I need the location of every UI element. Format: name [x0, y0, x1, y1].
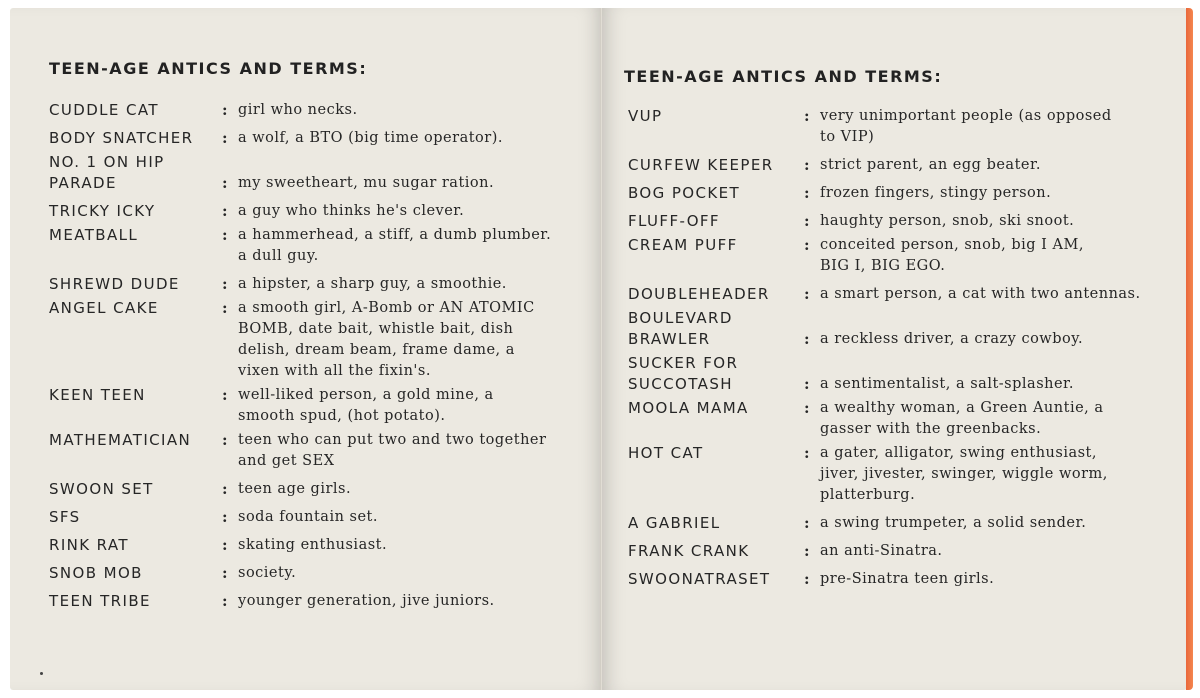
- left-glossary-entry: [49, 96, 589, 124]
- glossary-definition: a smart person, a cat with two antennas.: [820, 286, 1141, 302]
- glossary-definition: skating enthusiast.: [238, 537, 388, 553]
- glossary-definition: younger generation, jive juniors.: [238, 593, 495, 609]
- term-separator-colon: :: [222, 226, 228, 244]
- left-glossary-entry: [49, 225, 589, 270]
- left-glossary-entry: [49, 124, 589, 152]
- left-glossary-entry: [49, 385, 589, 430]
- term-separator-colon: :: [222, 536, 228, 554]
- term-separator-colon: :: [804, 212, 810, 230]
- glossary-term: HOT CAT: [628, 444, 704, 462]
- left-glossary-list: [49, 96, 589, 615]
- glossary-term: RINK RAT: [49, 536, 129, 554]
- glossary-term: BOG POCKET: [628, 184, 741, 202]
- glossary-definition: pre-Sinatra teen girls.: [820, 571, 995, 587]
- right-glossary-entry: [628, 565, 1180, 593]
- glossary-definition: well-liked person, a gold mine, a smooth spud, (hot potato).: [238, 387, 494, 424]
- right-glossary-entry: [628, 443, 1180, 509]
- right-glossary-entry: [628, 353, 1180, 398]
- glossary-term: SWOON SET: [49, 480, 154, 498]
- term-separator-colon: :: [804, 184, 810, 202]
- term-separator-colon: :: [222, 386, 228, 404]
- term-separator-colon: :: [804, 542, 810, 560]
- left-glossary-entry: [49, 430, 589, 475]
- glossary-definition: girl who necks.: [238, 102, 358, 118]
- glossary-term: MATHEMATICIAN: [49, 431, 192, 449]
- glossary-term: KEEN TEEN: [49, 386, 146, 404]
- glossary-term: SFS: [49, 508, 81, 526]
- glossary-term: CUDDLE CAT: [49, 101, 159, 119]
- right-glossary-entry: [628, 235, 1180, 280]
- glossary-definition: my sweetheart, mu sugar ration.: [238, 175, 495, 191]
- glossary-definition: a guy who thinks he's clever.: [238, 203, 465, 219]
- glossary-term: A GABRIEL: [628, 514, 721, 532]
- glossary-term: NO. 1 ON HIP PARADE: [49, 153, 165, 192]
- glossary-term: SHREWD DUDE: [49, 275, 180, 293]
- left-glossary-entry: [49, 587, 589, 615]
- left-glossary-entry: [49, 503, 589, 531]
- left-glossary-entry: [49, 531, 589, 559]
- glossary-definition: a swing trumpeter, a solid sender.: [820, 515, 1087, 531]
- orange-cover-edge: [1186, 8, 1193, 690]
- term-separator-colon: :: [804, 156, 810, 174]
- left-glossary-entry: [49, 475, 589, 503]
- glossary-term: MEATBALL: [49, 226, 139, 244]
- glossary-definition: conceited person, snob, big I AM, BIG I, BIG EGO.: [820, 237, 1084, 274]
- right-glossary-entry: [628, 308, 1180, 353]
- term-separator-colon: :: [222, 480, 228, 498]
- term-separator-colon: :: [804, 399, 810, 417]
- right-glossary-entry: [628, 537, 1180, 565]
- glossary-definition: very unimportant people (as opposed to VIP): [820, 108, 1112, 145]
- right-glossary-entry: [628, 151, 1180, 179]
- term-separator-colon: :: [804, 236, 810, 254]
- right-glossary-entry: [628, 398, 1180, 443]
- left-glossary-entry: [49, 197, 589, 225]
- right-glossary-entry: [628, 207, 1180, 235]
- glossary-definition: a smooth girl, A-Bomb or AN ATOMIC BOMB, date bait, whistle bait, dish delish, dream beam, frame dame, a vixen with all the fixin's.: [238, 300, 535, 379]
- term-separator-colon: :: [804, 444, 810, 462]
- glossary-term: MOOLA MAMA: [628, 399, 749, 417]
- term-separator-colon: :: [222, 129, 228, 147]
- glossary-definition: society.: [238, 565, 297, 581]
- glossary-term: FLUFF-OFF: [628, 212, 720, 230]
- glossary-term: BOULEVARD BRAWLER: [628, 309, 733, 348]
- term-separator-colon: :: [222, 508, 228, 526]
- left-page: [10, 8, 602, 690]
- glossary-definition: frozen fingers, stingy person.: [820, 185, 1052, 201]
- glossary-definition: a wealthy woman, a Green Auntie, a gasser with the greenbacks.: [820, 400, 1104, 437]
- term-separator-colon: :: [222, 275, 228, 293]
- left-page-heading: TEEN-AGE ANTICS AND TERMS:: [49, 59, 368, 78]
- glossary-term: TEEN TRIBE: [49, 592, 151, 610]
- left-glossary-entry: [49, 298, 589, 385]
- left-glossary-entry: [49, 270, 589, 298]
- glossary-term: VUP: [628, 107, 663, 125]
- right-glossary-entry: [628, 509, 1180, 537]
- glossary-definition: a sentimentalist, a salt-splasher.: [820, 376, 1074, 392]
- left-glossary-entry: [49, 152, 589, 197]
- term-separator-colon: :: [222, 564, 228, 582]
- term-separator-colon: :: [804, 107, 810, 125]
- term-separator-colon: :: [222, 174, 228, 192]
- right-glossary-entry: [628, 106, 1180, 151]
- glossary-term: CURFEW KEEPER: [628, 156, 774, 174]
- glossary-term: FRANK CRANK: [628, 542, 750, 560]
- left-glossary-entry: [49, 559, 589, 587]
- term-separator-colon: :: [222, 431, 228, 449]
- glossary-term: SWOONATRASET: [628, 570, 771, 588]
- term-separator-colon: :: [804, 285, 810, 303]
- glossary-term: CREAM PUFF: [628, 236, 738, 254]
- term-separator-colon: :: [804, 330, 810, 348]
- glossary-term: DOUBLEHEADER: [628, 285, 770, 303]
- glossary-definition: teen age girls.: [238, 481, 352, 497]
- term-separator-colon: :: [804, 514, 810, 532]
- term-separator-colon: :: [222, 101, 228, 119]
- glossary-definition: soda fountain set.: [238, 509, 378, 525]
- term-separator-colon: :: [804, 570, 810, 588]
- term-separator-colon: :: [222, 299, 228, 317]
- glossary-definition: a gater, alligator, swing enthusiast, jiver, jivester, swinger, wiggle worm, platterburg.: [820, 445, 1108, 503]
- glossary-term: BODY SNATCHER: [49, 129, 194, 147]
- glossary-definition: a hipster, a sharp guy, a smoothie.: [238, 276, 507, 292]
- glossary-definition: a hammerhead, a stiff, a dumb plumber. a dull guy.: [238, 227, 552, 264]
- right-glossary-list: [628, 106, 1180, 593]
- glossary-definition: teen who can put two and two together and get SEX: [238, 432, 547, 469]
- right-page: [602, 8, 1187, 690]
- ink-speck: [40, 672, 43, 675]
- term-separator-colon: :: [222, 202, 228, 220]
- glossary-term: ANGEL CAKE: [49, 299, 159, 317]
- glossary-definition: a wolf, a BTO (big time operator).: [238, 130, 503, 146]
- glossary-definition: haughty person, snob, ski snoot.: [820, 213, 1075, 229]
- right-page-heading: TEEN-AGE ANTICS AND TERMS:: [624, 67, 943, 86]
- right-glossary-entry: [628, 280, 1180, 308]
- glossary-definition: a reckless driver, a crazy cowboy.: [820, 331, 1084, 347]
- glossary-definition: an anti-Sinatra.: [820, 543, 943, 559]
- glossary-term: SUCKER FOR SUCCOTASH: [628, 354, 739, 393]
- term-separator-colon: :: [804, 375, 810, 393]
- glossary-term: TRICKY ICKY: [49, 202, 156, 220]
- term-separator-colon: :: [222, 592, 228, 610]
- glossary-definition: strict parent, an egg beater.: [820, 157, 1041, 173]
- right-glossary-entry: [628, 179, 1180, 207]
- glossary-term: SNOB MOB: [49, 564, 143, 582]
